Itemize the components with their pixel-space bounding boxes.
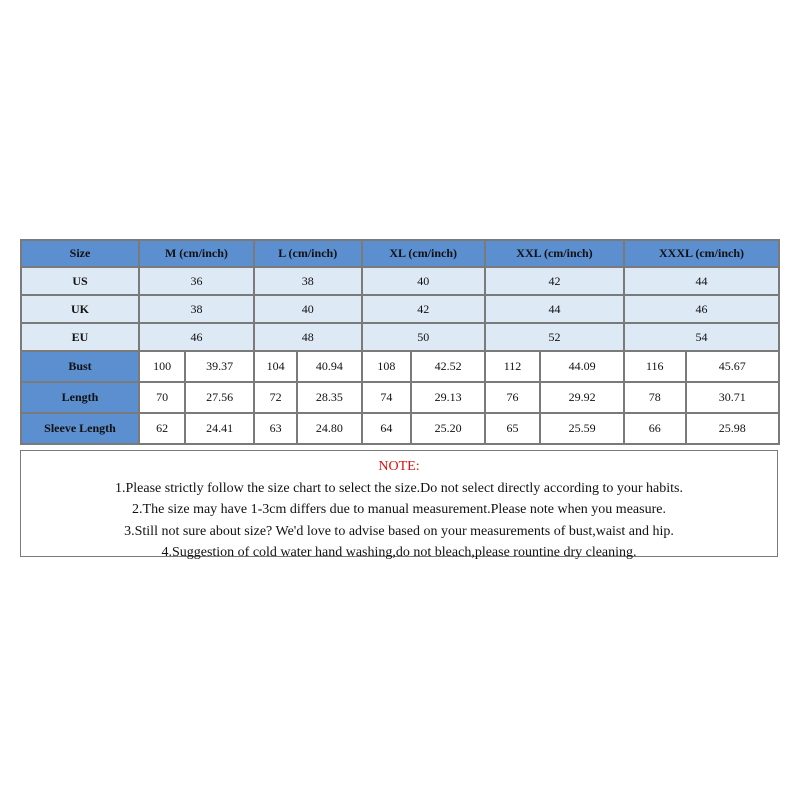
cm-cell: 72 (255, 383, 296, 412)
cm-cell: 78 (625, 383, 684, 412)
row-label: UK (22, 296, 138, 322)
inch-cell: 29.13 (412, 383, 484, 412)
cm-cell: 66 (625, 414, 684, 443)
header-group: M (cm/inch) (140, 241, 253, 266)
inch-cell: 24.41 (186, 414, 253, 443)
cm-cell: 112 (486, 352, 539, 381)
size-cell: 44 (625, 268, 778, 294)
size-cell: 40 (363, 268, 484, 294)
note-line: 4.Suggestion of cold water hand washing,do not bleach,please rountine dry cleaning. (161, 545, 637, 560)
cm-cell: 104 (255, 352, 296, 381)
row-label: US (22, 268, 138, 294)
row-label: Length (22, 383, 138, 412)
note-line: 2.The size may have 1-3cm differs due to manual measurement.Please note when you measure. (132, 502, 666, 517)
cm-cell: 65 (486, 414, 539, 443)
inch-cell: 30.71 (687, 383, 779, 412)
cm-cell: 108 (363, 352, 411, 381)
inch-cell: 44.09 (541, 352, 623, 381)
inch-cell: 29.92 (541, 383, 623, 412)
size-cell: 46 (140, 324, 253, 350)
cm-cell: 74 (363, 383, 411, 412)
note-box (20, 450, 778, 560)
inch-cell: 42.52 (412, 352, 484, 381)
inch-cell: 40.94 (298, 352, 360, 381)
size-row (22, 268, 778, 294)
inch-cell: 25.20 (412, 414, 484, 443)
size-cell: 38 (140, 296, 253, 322)
size-row (22, 296, 778, 322)
inch-cell: 28.35 (298, 383, 360, 412)
size-cell: 46 (625, 296, 778, 322)
size-cell: 48 (255, 324, 361, 350)
size-chart-table (20, 239, 780, 445)
cm-cell: 76 (486, 383, 539, 412)
header-row (22, 241, 778, 266)
header-group: XL (cm/inch) (363, 241, 484, 266)
header-group: L (cm/inch) (255, 241, 361, 266)
note-line: 3.Still not sure about size? We'd love to advise based on your measurements of bust,waist and hip. (124, 523, 674, 539)
cm-cell: 100 (140, 352, 184, 381)
inch-cell: 25.98 (687, 414, 779, 443)
header-group: XXXL (cm/inch) (625, 241, 778, 266)
cm-cell: 64 (363, 414, 411, 443)
size-cell: 54 (625, 324, 778, 350)
note-title: NOTE: (378, 459, 420, 474)
inch-cell: 25.59 (541, 414, 623, 443)
cm-cell: 70 (140, 383, 184, 412)
inch-cell: 45.67 (687, 352, 779, 381)
inch-cell: 24.80 (298, 414, 360, 443)
size-cell: 38 (255, 268, 361, 294)
measure-row (22, 383, 778, 412)
size-cell: 50 (363, 324, 484, 350)
header-group: XXL (cm/inch) (486, 241, 623, 266)
cm-cell: 63 (255, 414, 296, 443)
size-cell: 40 (255, 296, 361, 322)
cm-cell: 116 (625, 352, 684, 381)
size-cell: 36 (140, 268, 253, 294)
inch-cell: 39.37 (186, 352, 253, 381)
inch-cell: 27.56 (186, 383, 253, 412)
row-label: Bust (22, 352, 138, 381)
note-line: 1.Please strictly follow the size chart to select the size.Do not select directly according to your habits. (115, 480, 683, 496)
measure-row (22, 352, 778, 381)
measure-row (22, 414, 778, 443)
row-label: EU (22, 324, 138, 350)
size-cell: 44 (486, 296, 623, 322)
size-cell: 42 (363, 296, 484, 322)
size-cell: 52 (486, 324, 623, 350)
size-cell: 42 (486, 268, 623, 294)
header-size: Size (22, 241, 138, 266)
size-row (22, 324, 778, 350)
cm-cell: 62 (140, 414, 184, 443)
row-label: Sleeve Length (22, 414, 138, 443)
